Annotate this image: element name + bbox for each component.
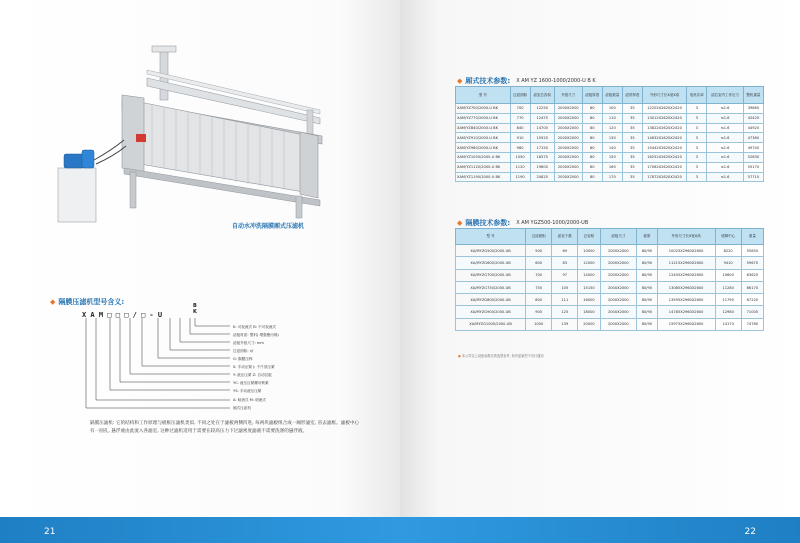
table-cell: 3 <box>687 123 707 133</box>
table-cell: XA/MYZG750/2000-UB <box>456 281 526 293</box>
table-cell: 100 <box>602 104 622 114</box>
membrane-params-table <box>455 228 764 331</box>
table-cell: 1050 <box>510 152 530 162</box>
right-page-number: 22 <box>744 527 756 537</box>
table-cell: 125 <box>552 306 578 318</box>
table-cell: 12250 <box>530 104 554 114</box>
table-cell: 105 <box>552 281 578 293</box>
column-header: 滤室总容积 <box>530 87 554 104</box>
table-cell: 120 <box>602 123 622 133</box>
table-cell: 3 <box>687 143 707 153</box>
table-cell: ≤1.6 <box>707 133 744 143</box>
table-cell: 170 <box>602 172 622 182</box>
table-cell: 80 <box>582 143 602 153</box>
table-body <box>456 104 764 182</box>
table-cell: 13085X2960X2600 <box>657 281 715 293</box>
table-cell: 35 <box>622 172 642 182</box>
legend-item: A: 暗流式 M: 明流式 <box>233 398 266 402</box>
chamber-params-model: X AM YZ 1600-1000/2000-U B K <box>516 78 596 84</box>
table-row <box>456 152 764 162</box>
table-cell: XAM/YZ700/2000-U BK <box>456 104 511 114</box>
table-cell: 35 <box>622 152 642 162</box>
table-cell: 20825 <box>530 172 554 182</box>
machine-caption: 自动水冲洗隔膜厢式压滤机 <box>232 223 305 230</box>
table-cell: ≤1.6 <box>707 113 744 123</box>
table-cell: 35 <box>622 123 642 133</box>
table-header-row <box>456 229 764 245</box>
table-cell: XA/MYZG900/2000-UB <box>456 306 526 318</box>
table-cell: XA/MYZG700/2000-UB <box>456 269 526 281</box>
column-header: 重量 <box>741 229 763 245</box>
table-cell: 840 <box>510 123 530 133</box>
table-row <box>456 162 764 172</box>
table-cell: 66170 <box>741 281 763 293</box>
model-code-brackets <box>80 318 240 418</box>
chamber-params-table <box>455 86 764 182</box>
table-cell: 130 <box>602 133 622 143</box>
table-cell: 35 <box>622 104 642 114</box>
legend-item: Y: 液压压紧 Z: 自动拉板 <box>233 373 272 377</box>
column-header: 电机功率 <box>687 87 707 104</box>
table-cell: XAM/YZ770/2000-U BK <box>456 113 511 123</box>
table-cell: 2000X2000 <box>600 245 637 257</box>
table-cell: 55170 <box>743 162 763 172</box>
table-cell: 15925 <box>530 133 554 143</box>
table-cell: 80/90 <box>637 257 658 269</box>
legend-item: S: 手动压紧 J: 千斤顶压紧 <box>233 365 275 369</box>
table-cell: XAM/YZ1050/2000-U BK <box>456 152 511 162</box>
column-header: 型 号 <box>456 87 511 104</box>
table-cell: 10600 <box>715 269 741 281</box>
table-cell: 16252X2620X2420 <box>642 152 686 162</box>
table-cell: 10025X2960X2600 <box>657 245 715 257</box>
table-cell: 2000X2000 <box>600 306 637 318</box>
table-cell: 19600 <box>530 162 554 172</box>
table-cell: 12475 <box>530 113 554 123</box>
table-cell: XAM/YZ1190/2000-U BK <box>456 172 511 182</box>
table-cell: 80/90 <box>637 245 658 257</box>
table-cell: 2000X2000 <box>600 281 637 293</box>
table-cell: 3 <box>687 113 707 123</box>
table-cell: 2000X2000 <box>554 152 582 162</box>
table-cell: 12202X2620X2420 <box>642 104 686 114</box>
table-cell: 35 <box>622 162 642 172</box>
bullet-icon: ● <box>458 354 461 358</box>
table-cell: 80/90 <box>637 318 658 330</box>
model-meaning-title <box>50 297 124 307</box>
table-cell: 15975X2960X2600 <box>657 318 715 330</box>
table-cell: ≤1.6 <box>707 152 744 162</box>
table-cell: 150 <box>602 152 622 162</box>
column-header: 板厚 <box>637 229 658 245</box>
table-cell: 2000X2000 <box>600 294 637 306</box>
table-header-row <box>456 87 764 104</box>
table-cell: 910 <box>510 133 530 143</box>
diamond-bullet-icon: ◆ <box>50 298 56 306</box>
table-cell: 160 <box>602 162 622 172</box>
table-row <box>456 257 764 269</box>
column-header: 过滤面积 <box>510 87 530 104</box>
table-row <box>456 172 764 182</box>
table-row <box>456 306 764 318</box>
table-cell: 3 <box>687 133 707 143</box>
column-header: 总容积 <box>578 229 600 245</box>
table-cell: 63620 <box>741 269 763 281</box>
table-cell: 14000 <box>578 269 600 281</box>
table-cell: 18375 <box>530 152 554 162</box>
column-header: 滤饼厚度 <box>622 87 642 104</box>
table-cell: 3 <box>687 162 707 172</box>
column-header: 外框尺寸 <box>554 87 582 104</box>
table-body <box>456 245 764 331</box>
table-cell: XAM/YZ1120/2000-U BK <box>456 162 511 172</box>
table-cell: 80 <box>582 172 602 182</box>
table-cell: 13822X2620X2420 <box>642 123 686 133</box>
table-cell: 11790 <box>715 294 741 306</box>
column-header: 底脚中心 <box>715 229 741 245</box>
membrane-params-heading: 隔膜技术参数: <box>465 219 511 227</box>
chamber-params-title <box>457 76 596 86</box>
left-page-number: 21 <box>44 527 56 537</box>
table-cell: 15442X2620X2420 <box>642 143 686 153</box>
table-cell: 52630 <box>743 152 763 162</box>
table-cell: 11215X2960X2600 <box>657 257 715 269</box>
table-cell: 97 <box>552 269 578 281</box>
column-header: 外形尺寸长X宽X高 <box>642 87 686 104</box>
table-cell: 47360 <box>743 133 763 143</box>
table-cell: 140 <box>602 143 622 153</box>
table-cell: ≤1.6 <box>707 143 744 153</box>
table-cell: 35 <box>622 133 642 143</box>
table-cell: 80 <box>582 133 602 143</box>
column-header: 型 号 <box>456 229 526 245</box>
table-cell: 8220 <box>715 245 741 257</box>
legend-item: G: 隔膜压榨 <box>233 357 253 361</box>
table-cell: 44920 <box>743 123 763 133</box>
left-footer-bar <box>0 517 400 543</box>
table-cell: 1000 <box>526 318 552 330</box>
legend-item: YC: 液压压紧螺母锁紧 <box>233 381 269 385</box>
table-cell: 980 <box>510 143 530 153</box>
table-cell: 12980 <box>715 306 741 318</box>
table-cell: 59670 <box>741 257 763 269</box>
table-cell: XA/MYZG1000/2000-UB <box>456 318 526 330</box>
table-cell: 18000 <box>578 306 600 318</box>
table-cell: 600 <box>526 257 552 269</box>
chamber-params-heading: 厢式技术参数: <box>465 77 511 85</box>
filter-press-illustration <box>52 40 342 230</box>
table-cell: 14785X2960X2600 <box>657 306 715 318</box>
table-row <box>456 104 764 114</box>
table-cell: 139 <box>552 318 578 330</box>
diamond-bullet-icon: ◆ <box>457 77 463 85</box>
table-cell: 14700 <box>530 123 554 133</box>
table-cell: 2000X2000 <box>554 104 582 114</box>
table-cell: 2000X2000 <box>554 113 582 123</box>
table-cell: 1190 <box>510 172 530 182</box>
table-cell: 20000 <box>578 318 600 330</box>
table-cell: ≤1.6 <box>707 162 744 172</box>
table-cell: 13595X2960X2600 <box>657 294 715 306</box>
table-cell: 17872X2620X2420 <box>642 172 686 182</box>
table-cell: 74780 <box>741 318 763 330</box>
table-cell: 80 <box>582 123 602 133</box>
table-cell: XA/MYZG800/2000-UB <box>456 294 526 306</box>
table-cell: 80 <box>582 104 602 114</box>
table-cell: 2000X2000 <box>554 172 582 182</box>
table-note <box>458 353 544 358</box>
table-cell: 2000X2000 <box>554 143 582 153</box>
table-cell: 39860 <box>743 104 763 114</box>
table-cell: 42420 <box>743 113 763 123</box>
table-row <box>456 318 764 330</box>
table-cell: 14170 <box>715 318 741 330</box>
table-cell: 17150 <box>530 143 554 153</box>
table-cell: 71000 <box>741 306 763 318</box>
model-meaning-heading: 隔膜压滤机型号含义: <box>58 298 125 306</box>
table-cell: 3 <box>687 172 707 182</box>
table-cell: XAM/YZ840/2000-U BK <box>456 123 511 133</box>
table-cell: ≤1.6 <box>707 172 744 182</box>
membrane-params-model: X AM YGZ500-1000/2000-UB <box>516 220 589 226</box>
table-cell: ≤1.6 <box>707 123 744 133</box>
legend-item: 过滤面积: ㎡ <box>233 349 254 353</box>
table-row <box>456 281 764 293</box>
column-header: 滤板尺寸 <box>600 229 637 245</box>
table-cell: 700 <box>510 104 530 114</box>
legend-item: K: 可视流式 B: 不可视流式 <box>233 325 277 329</box>
table-cell: 900 <box>526 306 552 318</box>
table-row <box>456 123 764 133</box>
table-row <box>456 294 764 306</box>
table-row <box>456 269 764 281</box>
table-cell: 83 <box>552 257 578 269</box>
table-cell: 80 <box>582 113 602 123</box>
model-code-suffix: B K <box>193 303 197 315</box>
column-header: 整机重量 <box>743 87 763 104</box>
table-cell: 13012X2620X2420 <box>642 113 686 123</box>
legend-item: YS: 手动液压压紧 <box>233 389 262 393</box>
table-cell: 800 <box>526 294 552 306</box>
right-footer-bar <box>400 517 800 543</box>
table-cell: 80 <box>582 152 602 162</box>
table-cell: ≤1.6 <box>707 104 744 114</box>
table-cell: 80/90 <box>637 294 658 306</box>
table-cell: 2000X2000 <box>600 318 637 330</box>
legend-item: 滤板材质: 塑料( 增强聚丙烯) <box>233 333 279 337</box>
table-cell: 80 <box>582 162 602 172</box>
table-cell: 17062X2620X2420 <box>642 162 686 172</box>
table-cell: 80/90 <box>637 269 658 281</box>
table-cell: 55650 <box>741 245 763 257</box>
table-cell: 2000X2000 <box>554 133 582 143</box>
table-cell: 2000X2000 <box>600 269 637 281</box>
column-header: 外形尺寸长X宽X高 <box>657 229 715 245</box>
table-cell: 3 <box>687 104 707 114</box>
table-cell: 9410 <box>715 257 741 269</box>
column-header: 滤芯室内工作压力 <box>707 87 744 104</box>
legend-item: 厢式压滤机 <box>233 406 251 410</box>
table-cell: 111 <box>552 294 578 306</box>
table-cell: 12405X2960X2600 <box>657 269 715 281</box>
table-cell: 67220 <box>741 294 763 306</box>
column-header: 过滤面积 <box>526 229 552 245</box>
table-cell: 10000 <box>578 245 600 257</box>
table-cell: 15150 <box>578 281 600 293</box>
column-header: 滤室个数 <box>552 229 578 245</box>
table-cell: 14632X2620X2420 <box>642 133 686 143</box>
column-header: 滤板数量 <box>602 87 622 104</box>
table-cell: 11280 <box>715 281 741 293</box>
table-cell: 2000X2000 <box>554 123 582 133</box>
table-row <box>456 113 764 123</box>
column-header: 滤板厚度 <box>582 87 602 104</box>
table-cell: 12000 <box>578 257 600 269</box>
table-cell: XA/MYZG600/2000-UB <box>456 257 526 269</box>
table-cell: 35 <box>622 113 642 123</box>
table-cell: 750 <box>526 281 552 293</box>
table-cell: 2000X2000 <box>554 162 582 172</box>
table-row <box>456 245 764 257</box>
table-cell: 80/90 <box>637 306 658 318</box>
table-row <box>456 143 764 153</box>
table-cell: XAM/YZ980/2000-U BK <box>456 143 511 153</box>
table-cell: 500 <box>526 245 552 257</box>
table-cell: XAM/YZ910/2000-U BK <box>456 133 511 143</box>
table-cell: 57710 <box>743 172 763 182</box>
table-note-text: 本公司以上设备参数仅供选型参考, 如有更新恕不另行通知 <box>461 354 544 358</box>
table-cell: 35 <box>622 143 642 153</box>
model-code-text: X A M □ □ □ / □ - U <box>82 311 163 319</box>
table-cell: 69 <box>552 245 578 257</box>
table-cell: 49740 <box>743 143 763 153</box>
table-cell: 110 <box>602 113 622 123</box>
table-cell: 80/90 <box>637 281 658 293</box>
table-cell: 3 <box>687 152 707 162</box>
table-cell: 1120 <box>510 162 530 172</box>
legend-item: 滤板外框尺寸: mm <box>233 341 264 345</box>
table-cell: 16000 <box>578 294 600 306</box>
table-row <box>456 133 764 143</box>
table-cell: 700 <box>526 269 552 281</box>
diamond-bullet-icon: ◆ <box>457 219 463 227</box>
table-cell: 2000X2000 <box>600 257 637 269</box>
membrane-params-title <box>457 218 588 228</box>
model-description: 隔膜压滤机: 它的结构和工作原理与板框压滤机类似, 不同之处在于滤板两侧凹进, 每两块滤板组合成一厢形滤室, 省去滤框。滤板中心有一圆孔, 悬浮液由此流入各滤室, 这种过滤机适用于需要在较高压力下过滤密度滤液不需要洗涤的悬浮液。 <box>90 421 360 434</box>
table-cell: XA/MYZG500/2000-UB <box>456 245 526 257</box>
table-cell: 770 <box>510 113 530 123</box>
